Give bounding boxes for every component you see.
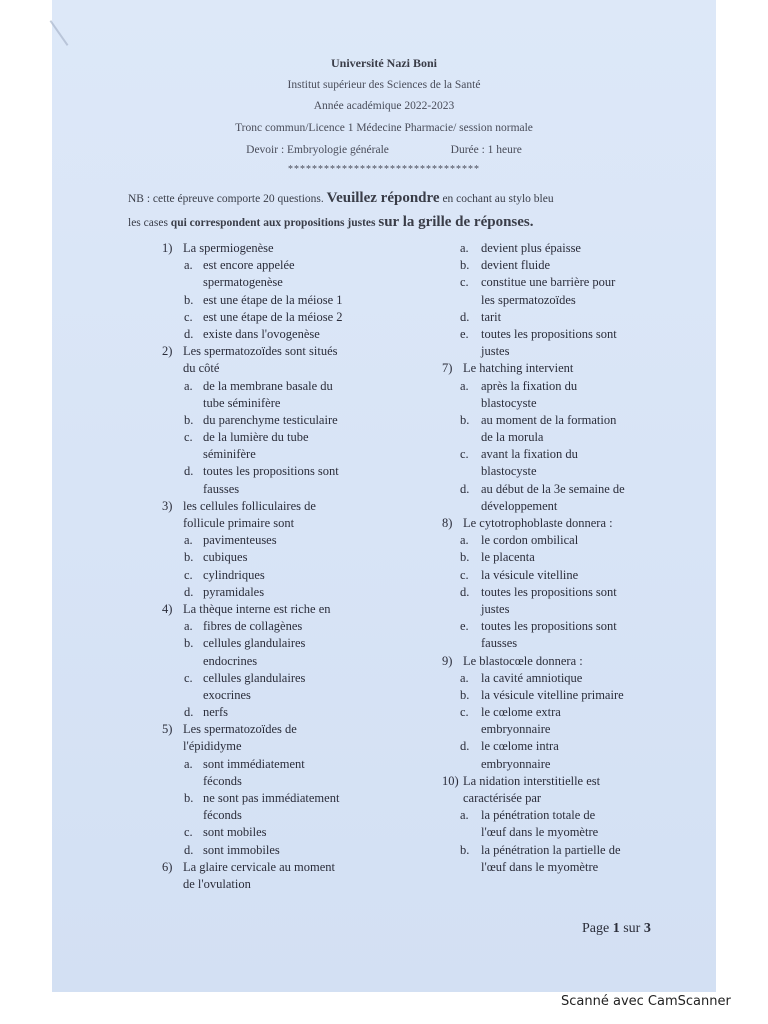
option-text: toutes les propositions sont: [481, 584, 617, 599]
option-letter: a.: [184, 378, 193, 393]
option-text: avant la fixation du: [481, 447, 578, 462]
header-separator: ********************************: [288, 164, 480, 175]
option-text: féconds: [203, 808, 242, 823]
page-prefix: Page: [582, 921, 610, 936]
option-letter: a.: [184, 533, 193, 548]
option-line: [0, 567, 768, 584]
option-text: blastocyste: [481, 395, 537, 410]
option-line: [0, 309, 768, 326]
program-line: Tronc commun/Licence 1 Médecine Pharmacie/ session normale: [235, 122, 533, 134]
option-text: exocrines: [203, 687, 251, 702]
option-text: la vésicule vitelline: [481, 567, 579, 582]
option-letter: b.: [460, 258, 470, 273]
option-text: au début de la 3e semaine de: [481, 481, 625, 496]
option-text: le cœlome intra: [481, 739, 559, 754]
option-text: pavimenteuses: [203, 533, 277, 548]
option-letter: a.: [460, 808, 469, 823]
option-letter: c.: [184, 309, 193, 324]
option-text: le cœlome extra: [481, 705, 561, 720]
option-line: [0, 429, 768, 446]
option-letter: b.: [460, 842, 470, 857]
option-letter: d.: [184, 464, 194, 479]
camscanner-watermark: Scanné avec CamScanner: [561, 994, 731, 1009]
option-text: est encore appelée: [203, 258, 295, 273]
option-text: nerfs: [203, 705, 228, 720]
option-text: existe dans l'ovogenèse: [203, 326, 320, 341]
option-line: [0, 257, 768, 274]
option-text: est une étape de la méiose 2: [203, 309, 343, 324]
option-text: ne sont pas immédiatement: [203, 791, 340, 805]
question-number: 3): [162, 498, 173, 513]
questions-right-column: [0, 240, 768, 876]
instructions-text-3: les cases: [128, 217, 168, 229]
question-number: 5): [162, 722, 173, 737]
option-text: justes: [481, 344, 510, 359]
question-number: 9): [442, 653, 453, 668]
option-text: spermatogenèse: [203, 275, 283, 290]
option-line: [0, 549, 768, 566]
option-letter: b.: [460, 412, 470, 427]
option-text: de la lumière du tube: [203, 430, 309, 445]
option-letter: c.: [460, 705, 469, 720]
institute-name: Institut supérieur des Sciences de la Santé: [287, 79, 481, 91]
option-letter: b.: [184, 550, 194, 565]
option-text: fibres de collagènes: [203, 619, 303, 634]
option-text: cellules glandulaires: [203, 670, 306, 685]
option-letter: a.: [184, 756, 193, 771]
subject-label: Devoir : Embryologie générale: [246, 144, 389, 156]
question-line: [0, 790, 768, 807]
option-line: [0, 412, 768, 429]
option-text: l'œuf dans le myomètre: [481, 859, 599, 874]
academic-year: Année académique 2022-2023: [313, 100, 455, 112]
option-line: [0, 704, 768, 721]
question-text: La spermiogenèse: [183, 241, 274, 255]
question-text: Le blastocœle donnera :: [463, 653, 583, 668]
question-text: de l'ovulation: [183, 876, 251, 891]
option-letter: a.: [460, 241, 469, 255]
option-letter: b.: [184, 292, 194, 307]
option-text: pyramidales: [203, 584, 265, 599]
option-line: [0, 670, 768, 687]
option-text: la cavité amniotique: [481, 670, 583, 685]
option-line: [0, 532, 768, 549]
option-letter: c.: [460, 447, 469, 462]
option-letter: d.: [460, 481, 470, 496]
option-letter: d.: [460, 739, 470, 754]
option-letter: d.: [184, 584, 194, 599]
option-line: [0, 738, 768, 755]
option-text: endocrines: [203, 653, 258, 668]
page-number: [582, 921, 651, 937]
option-text: du parenchyme testiculaire: [203, 412, 338, 427]
question-number: 8): [442, 516, 453, 530]
instructions-emphasis-1: Veuillez répondre: [326, 190, 440, 206]
option-line: [0, 687, 768, 704]
option-letter: d.: [184, 705, 194, 720]
option-letter: d.: [184, 326, 194, 341]
option-letter: c.: [184, 825, 193, 840]
option-line: [0, 721, 768, 738]
option-text: au moment de la formation: [481, 412, 617, 427]
page-current: 1: [612, 921, 620, 936]
question-text: La thèque interne est riche en: [183, 601, 331, 616]
option-text: sont immobiles: [203, 842, 280, 857]
question-text: La glaire cervicale au moment: [183, 859, 336, 874]
option-text: séminifère: [203, 447, 256, 462]
option-letter: b.: [460, 687, 470, 702]
option-line: [0, 859, 768, 876]
option-text: devient plus épaisse: [481, 241, 581, 255]
question-line: [0, 653, 768, 670]
duration-label: Durée : 1 heure: [450, 144, 522, 156]
option-line: [0, 446, 768, 463]
option-text: embryonnaire: [481, 756, 551, 771]
option-text: de la morula: [481, 430, 544, 445]
question-line: [0, 515, 768, 532]
option-text: sont immédiatement: [203, 756, 305, 771]
option-text: fausses: [481, 636, 518, 651]
option-letter: d.: [460, 584, 470, 599]
question-line: [0, 773, 768, 790]
option-letter: d.: [460, 309, 470, 324]
option-text: est une étape de la méiose 1: [203, 292, 343, 307]
instructions-text-1: NB : cette épreuve comporte 20 questions.: [128, 193, 324, 205]
option-line: [0, 498, 768, 515]
option-text: toutes les propositions sont: [203, 464, 339, 479]
option-line: [0, 240, 768, 257]
question-text: La nidation interstitielle est: [463, 773, 601, 788]
option-line: [0, 292, 768, 309]
option-text: après la fixation du: [481, 378, 578, 393]
option-line: [0, 343, 768, 360]
option-letter: c.: [184, 430, 193, 445]
option-text: sont mobiles: [203, 825, 267, 840]
option-text: l'œuf dans le myomètre: [481, 825, 599, 840]
option-text: féconds: [203, 773, 242, 788]
option-letter: d.: [184, 842, 194, 857]
option-line: [0, 326, 768, 343]
option-line: [0, 635, 768, 652]
question-text: les cellules folliculaires de: [183, 498, 316, 513]
option-line: [0, 378, 768, 395]
option-text: le placenta: [481, 550, 535, 565]
option-text: cellules glandulaires: [203, 636, 306, 651]
university-name: Université Nazi Boni: [331, 56, 437, 70]
option-text: la pénétration totale de: [481, 808, 596, 823]
option-letter: c.: [184, 567, 193, 582]
option-line: [0, 618, 768, 635]
question-number: 6): [162, 859, 173, 874]
option-letter: a.: [460, 670, 469, 685]
page-middle: sur: [623, 921, 641, 936]
option-letter: b.: [460, 550, 470, 565]
option-line: [0, 481, 768, 498]
option-text: toutes les propositions sont: [481, 619, 617, 634]
option-text: de la membrane basale du: [203, 378, 333, 393]
option-letter: a.: [184, 619, 193, 634]
question-text: follicule primaire sont: [183, 516, 295, 530]
question-text: caractérisée par: [463, 791, 542, 805]
page-total: 3: [643, 921, 651, 936]
option-text: fausses: [203, 481, 240, 496]
option-text: les spermatozoïdes: [481, 292, 576, 307]
option-text: embryonnaire: [481, 722, 551, 737]
option-line: [0, 756, 768, 773]
question-text: l'épididyme: [183, 739, 242, 754]
question-number: 4): [162, 601, 173, 616]
option-letter: e.: [460, 619, 469, 634]
question-text: Les spermatozoïdes de: [183, 722, 297, 737]
option-text: développement: [481, 498, 558, 513]
question-text: Les spermatozoïdes sont situés: [183, 344, 338, 359]
option-line: [0, 601, 768, 618]
question-line: [0, 360, 768, 377]
instructions-line-2: [128, 214, 534, 231]
option-line: [0, 842, 768, 859]
option-letter: c.: [460, 275, 469, 290]
option-letter: a.: [460, 378, 469, 393]
question-text: Le cytotrophoblaste donnera :: [463, 516, 613, 530]
option-line: [0, 395, 768, 412]
question-number: 1): [162, 241, 173, 255]
option-text: la vésicule vitelline primaire: [481, 687, 624, 702]
question-text: du côté: [183, 361, 220, 376]
option-letter: c.: [184, 670, 193, 685]
option-text: justes: [481, 601, 510, 616]
option-line: [0, 463, 768, 480]
option-text: devient fluide: [481, 258, 551, 273]
instructions-text-2: en cochant au stylo bleu: [442, 193, 554, 205]
option-text: blastocyste: [481, 464, 537, 479]
option-text: le cordon ombilical: [481, 533, 579, 548]
option-text: cylindriques: [203, 567, 265, 582]
option-text: tube séminifère: [203, 395, 281, 410]
option-line: [0, 807, 768, 824]
option-letter: b.: [184, 636, 194, 651]
instructions-emphasis-3: sur la grille de réponses.: [378, 214, 534, 230]
option-text: cubiques: [203, 550, 248, 565]
question-number: 10): [442, 773, 459, 788]
option-text: la pénétration la partielle de: [481, 842, 621, 857]
option-line: [0, 584, 768, 601]
question-text: Le hatching intervient: [463, 361, 574, 376]
option-letter: e.: [460, 326, 469, 341]
option-letter: c.: [460, 567, 469, 582]
instructions-emphasis-2: qui correspondent aux propositions justes: [170, 217, 376, 229]
subject-line: [52, 144, 716, 156]
question-number: 7): [442, 361, 453, 376]
option-line: [0, 824, 768, 841]
option-text: toutes les propositions sont: [481, 326, 617, 341]
option-letter: a.: [184, 258, 193, 273]
option-text: constitue une barrière pour: [481, 275, 616, 290]
question-line: [0, 876, 420, 893]
option-text: tarit: [481, 309, 502, 324]
instructions-line-1: [128, 190, 554, 207]
question-number: 2): [162, 344, 173, 359]
option-letter: b.: [184, 412, 194, 427]
option-letter: b.: [184, 791, 194, 805]
option-line: [0, 274, 768, 291]
option-letter: a.: [460, 533, 469, 548]
